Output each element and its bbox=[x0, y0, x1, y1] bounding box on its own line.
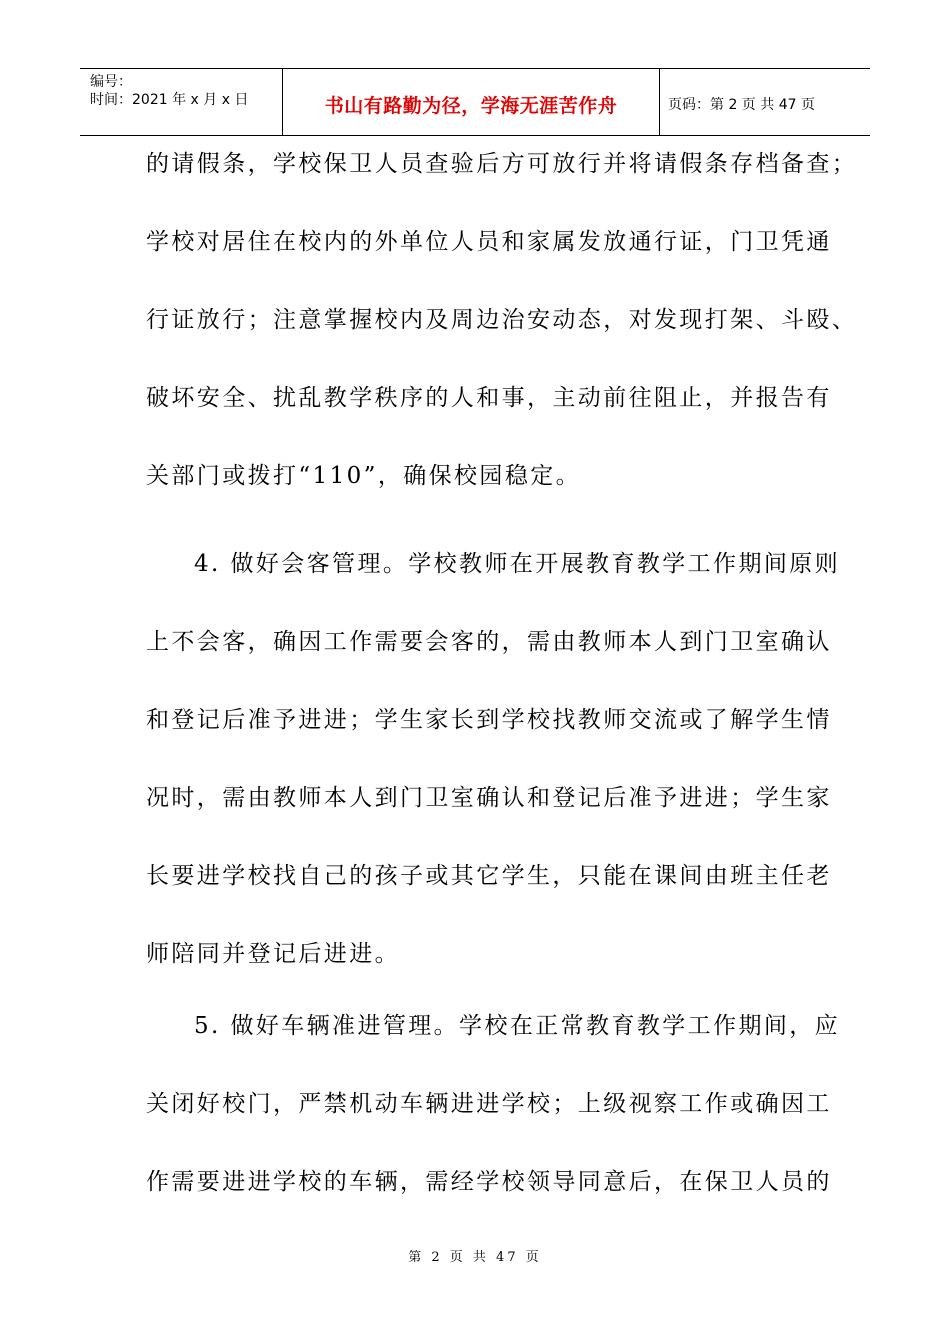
body-line-9: 况时，需由教师本人到门卫室确认和登记后准予进进；学生家 bbox=[146, 785, 832, 811]
header-page-info: 页码：第 2 页 共 47 页 bbox=[668, 97, 815, 113]
body-line-5: 关部门或拨打“110”，确保校园稳定。 bbox=[146, 463, 582, 489]
body-line-6: 4. 做好会客管理。学校教师在开展教育教学工作期间原则 bbox=[194, 551, 841, 577]
header-meta-cell bbox=[80, 69, 283, 135]
body-line-11: 师陪同并登记后进进。 bbox=[146, 941, 400, 967]
body-line-10: 长要进学校找自己的孩子或其它学生，只能在课间由班主任老 bbox=[146, 863, 832, 889]
page-header bbox=[80, 68, 870, 136]
document-date: 时间：2021 年 x 月 x 日 bbox=[90, 92, 249, 108]
page-footer: 第 2 页 共 47 页 bbox=[408, 1250, 542, 1265]
body-line-7: 上不会客，确因工作需要会客的，需由教师本人到门卫室确认 bbox=[146, 629, 832, 655]
document-number-label: 编号： bbox=[90, 74, 132, 90]
body-line-14: 作需要进进学校的车辆，需经学校领导同意后，在保卫人员的 bbox=[146, 1169, 832, 1195]
body-line-4: 破坏安全、扰乱教学秩序的人和事，主动前往阻止，并报告有 bbox=[146, 385, 832, 411]
body-line-1: 的请假条，学校保卫人员查验后方可放行并将请假条存档备查； bbox=[146, 151, 858, 177]
body-line-12: 5. 做好车辆准进管理。学校在正常教育教学工作期间，应 bbox=[194, 1013, 841, 1039]
body-line-2: 学校对居住在校内的外单位人员和家属发放通行证，门卫凭通 bbox=[146, 229, 832, 255]
header-motto: 书山有路勤为径，学海无涯苦作舟 bbox=[283, 69, 660, 135]
body-line-3: 行证放行；注意掌握校内及周边治安动态，对发现打架、斗殴、 bbox=[146, 307, 858, 333]
body-line-13: 关闭好校门，严禁机动车辆进进学校；上级视察工作或确因工 bbox=[146, 1091, 832, 1117]
body-line-8: 和登记后准予进进；学生家长到学校找教师交流或了解学生情 bbox=[146, 707, 832, 733]
